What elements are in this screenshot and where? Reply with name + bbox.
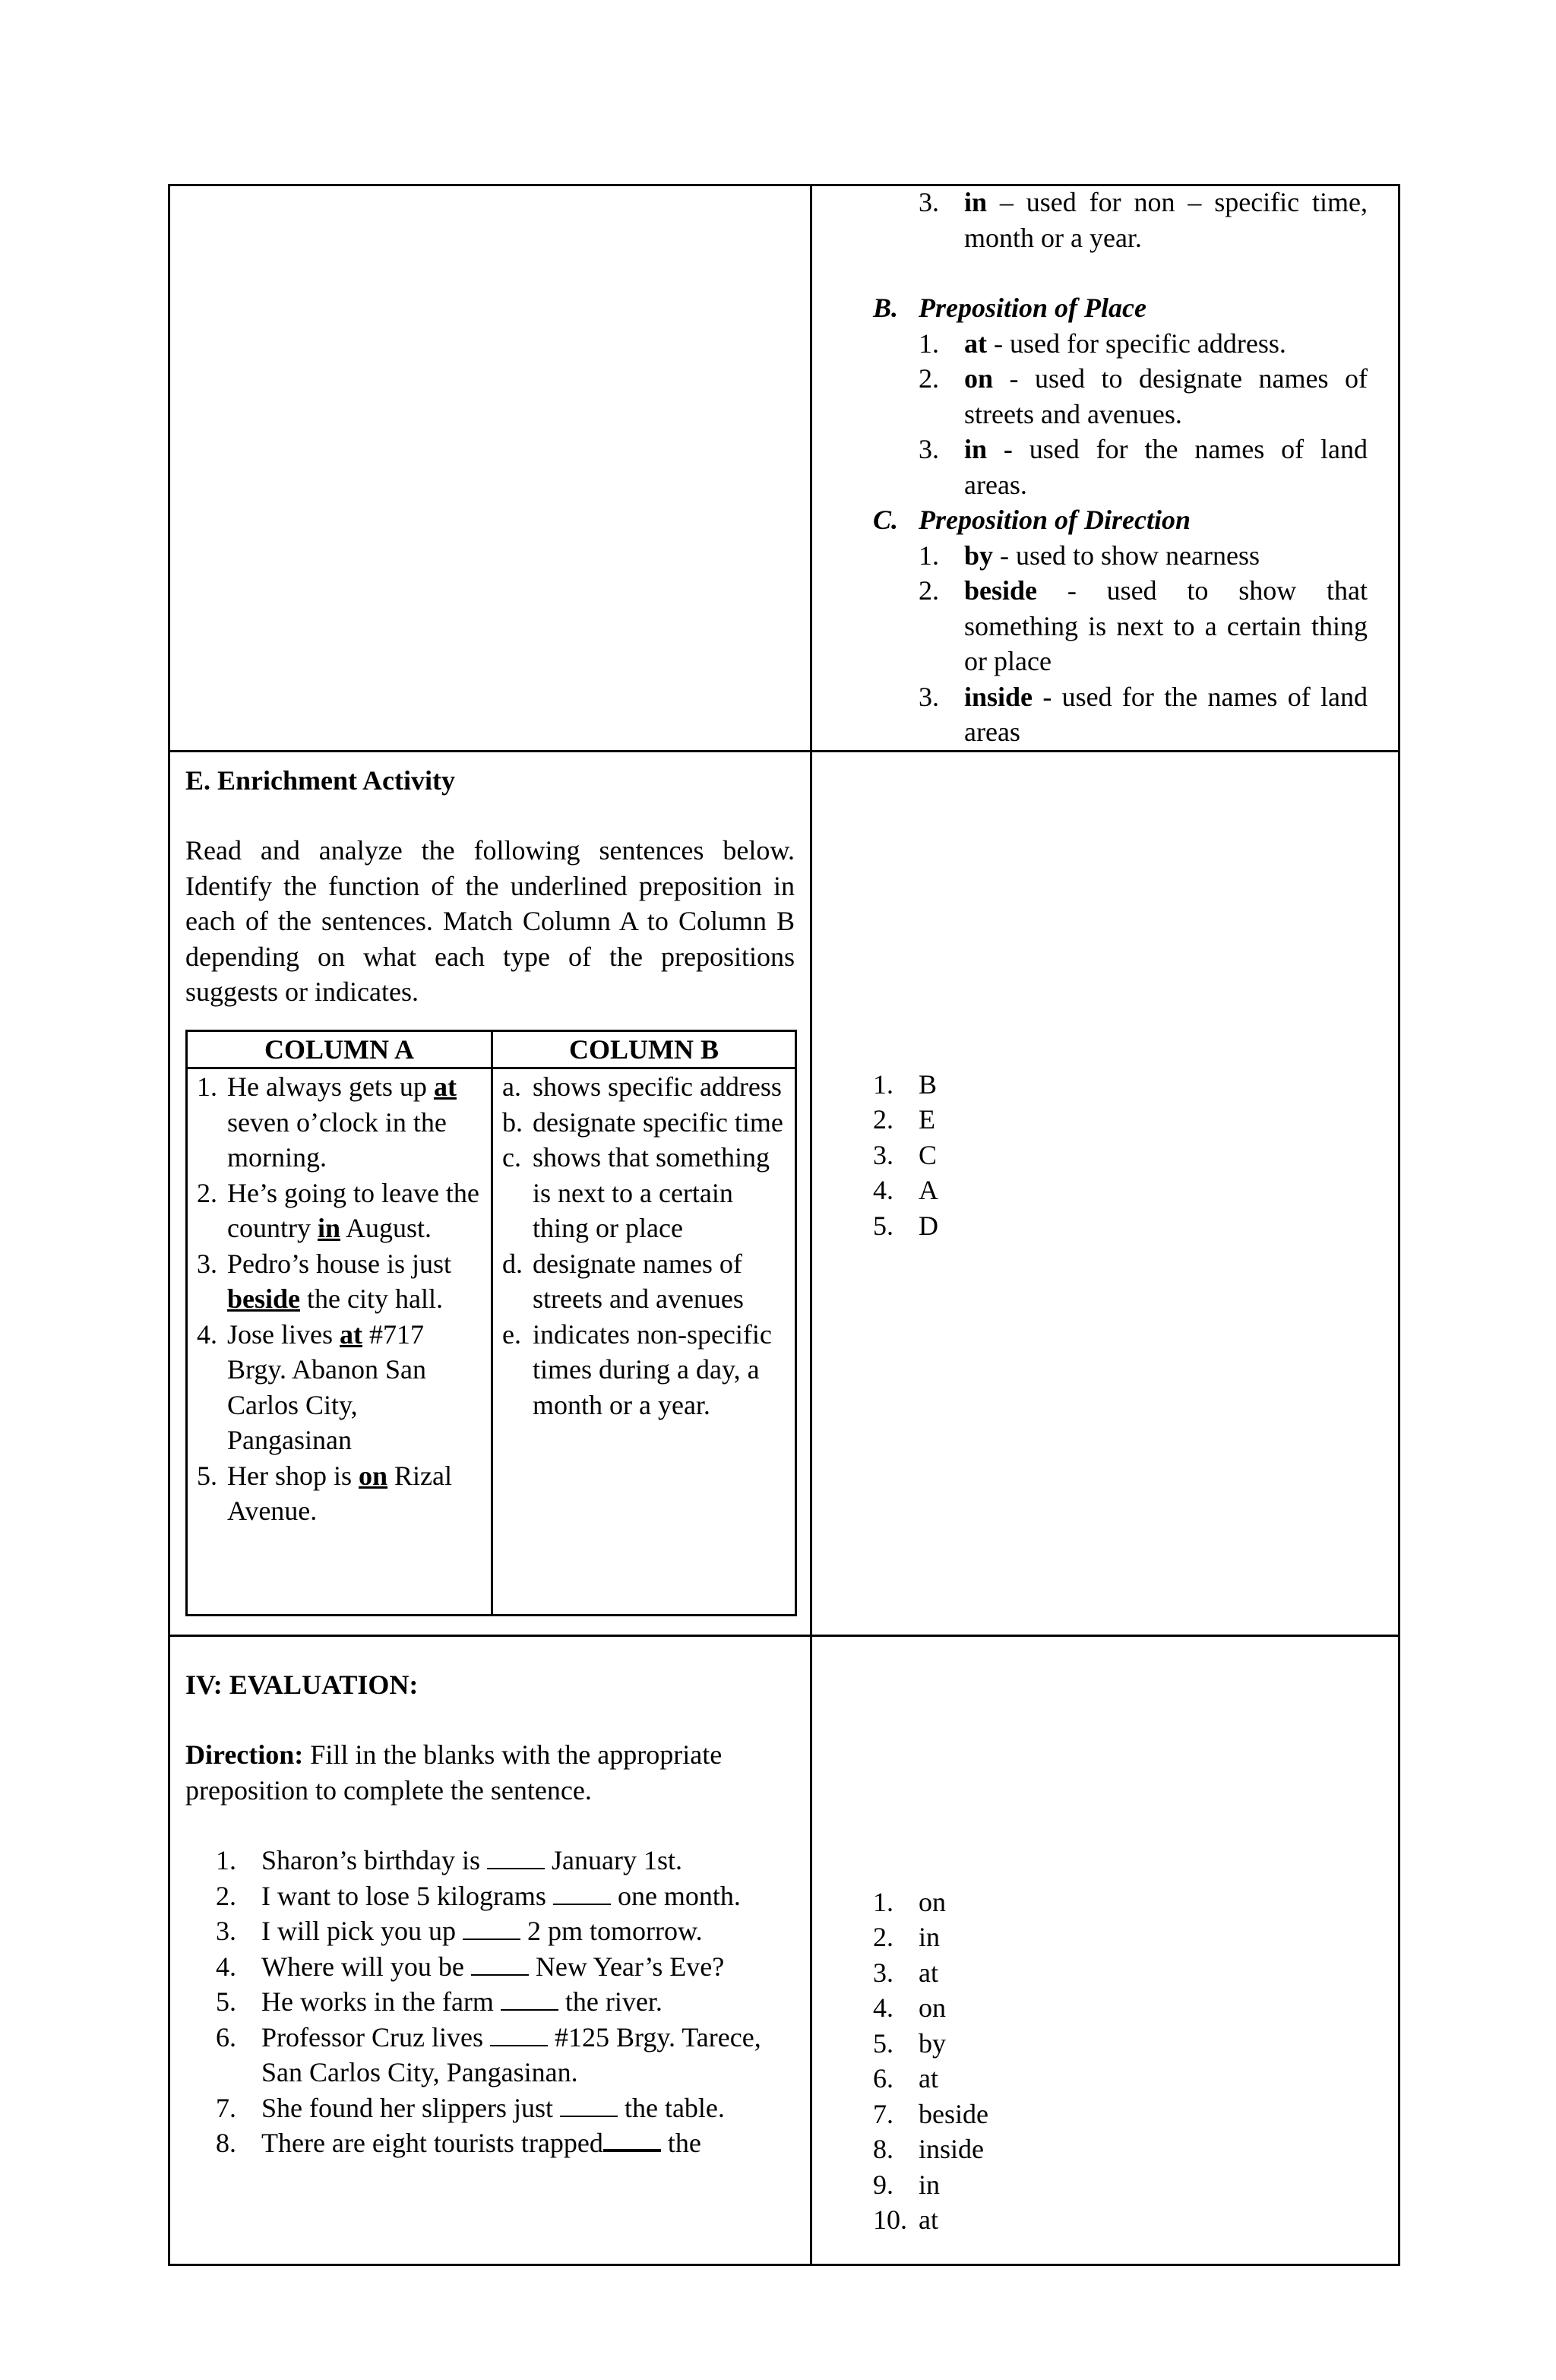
item-text: indicates non-specific times during a day, a month or a year.: [533, 1318, 772, 1420]
sentence-start: Pedro’s house is just: [227, 1248, 452, 1279]
answer-number: 5.: [873, 1210, 893, 1241]
evaluation-answer: [873, 2202, 1398, 2238]
item-definition: - used for the names of land areas: [964, 681, 1368, 747]
lesson-plan-table: [168, 184, 1400, 2266]
answer-text: on: [919, 1992, 946, 2023]
answer-text: in: [919, 1922, 941, 1952]
underlined-preposition: on: [359, 1460, 388, 1491]
answer-text: inside: [919, 2134, 984, 2164]
underlined-preposition: at: [340, 1318, 362, 1350]
enrichment-answer: [873, 1067, 1398, 1103]
item-text: [964, 538, 1368, 574]
item-text: [261, 1843, 795, 1878]
evaluation-items: [185, 1843, 795, 2161]
sentence-start: I want to lose 5 kilograms: [261, 1880, 553, 1911]
answer-number: 6.: [873, 2063, 893, 2094]
item-number: 4.: [197, 1318, 217, 1350]
answer-text: D: [919, 1210, 938, 1241]
underlined-preposition: at: [433, 1071, 457, 1102]
answer-text: A: [919, 1175, 938, 1205]
evaluation-answer: [873, 2026, 1398, 2062]
answer-text: B: [919, 1068, 938, 1100]
sentence-start: Professor Cruz lives: [261, 2021, 490, 2052]
enrichment-answer-list: [812, 1067, 1398, 1244]
evaluation-item: [216, 1843, 795, 1878]
sentence-start: Sharon’s birthday is: [261, 1845, 487, 1875]
answer-text: by: [919, 2027, 946, 2059]
column-b-item: [502, 1317, 786, 1423]
answer-number: 3.: [873, 1957, 893, 1988]
sentence-end: January 1st.: [544, 1845, 682, 1875]
time-item-3: 3. in – used for non – specific time, month or a year.: [919, 187, 1368, 253]
answer-number: 9.: [873, 2169, 893, 2200]
answer-number: 2.: [873, 1922, 893, 1952]
sentence-start: He works in the farm: [261, 1986, 501, 2017]
item-text: [261, 2090, 795, 2126]
evaluation-answer: [873, 1955, 1398, 1991]
answer-blank: [553, 1881, 611, 1905]
item-text: [227, 1069, 482, 1176]
item-text: [261, 1913, 795, 1949]
enrichment-answers-cell: [811, 751, 1399, 1635]
column-a-list: [187, 1068, 492, 1616]
column-b-header: COLUMN B: [492, 1030, 796, 1068]
item-text: [261, 2020, 795, 2090]
sentence-end: Rizal Avenue.: [227, 1460, 453, 1526]
evaluation-answers-cell: [811, 1635, 1399, 2265]
column-a-item: [197, 1069, 482, 1176]
answer-number: 3.: [873, 1139, 893, 1170]
sentence-start: He’s going to leave the country: [227, 1177, 479, 1243]
answer-number: 8.: [873, 2134, 893, 2164]
item-number: 5.: [197, 1460, 217, 1491]
sentence-end: the city hall.: [300, 1283, 443, 1314]
item-text: [964, 679, 1368, 750]
evaluation-answer: [873, 2097, 1398, 2132]
item-definition: - used to show that something is next to a certain thing or place: [964, 575, 1368, 676]
item-number: 1.: [919, 540, 939, 571]
item-letter: b.: [502, 1106, 523, 1138]
answer-text: E: [919, 1104, 935, 1135]
sentence-end: August.: [340, 1213, 432, 1243]
item-term: inside: [964, 681, 1033, 712]
item-number: 3.: [216, 1916, 236, 1946]
item-number: 3.: [919, 681, 939, 712]
prepositions-notes-cell: [811, 185, 1399, 752]
evaluation-answer-list: [812, 1885, 1398, 2238]
sentence-end: the table.: [617, 2092, 725, 2123]
column-a-item: [197, 1246, 482, 1317]
answer-blank: [463, 1916, 520, 1940]
answer-number: 7.: [873, 2098, 893, 2129]
item-number: 2.: [197, 1177, 217, 1208]
item-text: [964, 326, 1368, 362]
item-number: 2.: [919, 363, 939, 394]
item-term: in: [964, 434, 988, 464]
matching-table: [185, 1030, 797, 1617]
place-item: [919, 361, 1368, 432]
evaluation-item: [216, 2125, 795, 2161]
sentence-end: the: [660, 2128, 701, 2158]
answer-number: 1.: [873, 1068, 893, 1100]
answer-text: at: [919, 2063, 938, 2094]
sentence-start: Where will you be: [261, 1951, 471, 1982]
item-letter: c.: [502, 1142, 521, 1173]
answer-text: beside: [919, 2098, 988, 2129]
answer-blank: [487, 1845, 545, 1869]
enrichment-answer: [873, 1138, 1398, 1173]
item-number: 7.: [216, 2092, 236, 2123]
item-text: shows specific address: [533, 1071, 782, 1102]
evaluation-item: [216, 1878, 795, 1914]
sentence-end: 2 pm tomorrow.: [520, 1916, 703, 1946]
evaluation-item: [216, 2090, 795, 2126]
column-a-item: [197, 1458, 482, 1529]
place-list: [873, 326, 1368, 503]
sentence-end: #717 Brgy. Abanon San Carlos City, Pangasinan: [227, 1318, 427, 1455]
answer-text: C: [919, 1139, 938, 1170]
evaluation-item: [216, 1913, 795, 1949]
answer-number: 1.: [873, 1886, 893, 1917]
item-number: 2.: [216, 1880, 236, 1911]
answer-blank: [603, 2126, 661, 2152]
item-number: 3.: [197, 1248, 217, 1279]
evaluation-answer: [873, 2132, 1398, 2167]
sentence-end: one month.: [610, 1880, 741, 1911]
item-text: [227, 1458, 482, 1529]
item-definition: - used for specific address.: [987, 328, 1286, 359]
column-b-item: [502, 1246, 786, 1317]
enrichment-cell: [169, 751, 811, 1635]
sentence-end: #125 Brgy. Tarece, San Carlos City, Pangasinan.: [261, 2021, 761, 2087]
item-number: 1.: [197, 1071, 217, 1102]
evaluation-item: [216, 1984, 795, 2020]
evaluation-answer: [873, 2061, 1398, 2097]
item-term: at: [964, 328, 987, 359]
answer-text: on: [919, 1886, 946, 1917]
direction-heading: C. Preposition of Direction: [873, 505, 1191, 535]
sentence-start: There are eight tourists trapped: [261, 2128, 603, 2158]
enrichment-answer: [873, 1102, 1398, 1138]
prepositions-row: [169, 185, 1399, 752]
item-text: [261, 1949, 795, 1985]
direction-item: [919, 573, 1368, 679]
answer-number: 10.: [873, 2204, 907, 2235]
sentence-start: She found her slippers just: [261, 2092, 560, 2123]
item-letter: a.: [502, 1071, 521, 1102]
underlined-preposition: in: [317, 1213, 340, 1243]
item-text: designate specific time: [533, 1106, 783, 1138]
evaluation-row: [169, 1635, 1399, 2265]
item-definition: - used to show nearness: [993, 540, 1260, 571]
item-term: on: [964, 363, 994, 394]
item-text: [261, 2125, 795, 2161]
item-number: 2.: [919, 575, 939, 606]
evaluation-answer: [873, 1990, 1398, 2026]
item-number: 5.: [216, 1986, 236, 2017]
item-term: beside: [964, 575, 1038, 606]
item-number: 8.: [216, 2128, 236, 2158]
sentence-end: the river.: [558, 1986, 663, 2017]
answer-text: at: [919, 2204, 938, 2235]
evaluation-answer: [873, 2167, 1398, 2203]
place-heading: B. Preposition of Place: [873, 293, 1146, 323]
evaluation-item: [216, 1949, 795, 1985]
sentence-start: I will pick you up: [261, 1916, 463, 1946]
sentence-end: New Year’s Eve?: [528, 1951, 725, 1982]
direction-item: [919, 538, 1368, 574]
enrichment-instructions: Read and analyze the following sentences below. Identify the function of the underlined preposition in each of the sentences. Match Column A to Column B depending on what each type of the prepositions suggests or indicates.: [185, 835, 795, 1007]
evaluation-item: [216, 2020, 795, 2090]
place-item: [919, 432, 1368, 502]
answer-blank: [490, 2022, 548, 2046]
item-definition: - used for the names of land areas.: [964, 434, 1368, 500]
answer-number: 4.: [873, 1175, 893, 1205]
sentence-start: Jose lives: [227, 1318, 340, 1350]
column-a-item: [197, 1317, 482, 1458]
item-text: [227, 1176, 482, 1246]
item-letter: d.: [502, 1248, 523, 1279]
column-b-list: [492, 1068, 796, 1616]
evaluation-cell: [169, 1635, 811, 2265]
enrichment-row: [169, 751, 1399, 1635]
answer-blank: [471, 1951, 529, 1976]
direction-item: [919, 679, 1368, 750]
item-text: designate names of streets and avenues: [533, 1248, 744, 1314]
enrichment-title: E. Enrichment Activity: [185, 764, 455, 796]
answer-number: 5.: [873, 2027, 893, 2059]
item-number: 1.: [919, 328, 939, 359]
sentence-start: Her shop is: [227, 1460, 359, 1491]
sentence-end: seven o’clock in the morning.: [227, 1106, 447, 1173]
item-text: shows that something is next to a certain thing or place: [533, 1142, 770, 1243]
column-b-item: [502, 1140, 786, 1246]
item-text: [964, 573, 1368, 679]
item-number: 3.: [919, 434, 939, 464]
underlined-preposition: beside: [227, 1283, 301, 1314]
item-definition: - used to designate names of streets and avenues.: [964, 363, 1368, 429]
item-number: 6.: [216, 2021, 236, 2052]
answer-blank: [560, 2093, 618, 2117]
answer-blank: [501, 1986, 558, 2011]
item-text: [227, 1317, 482, 1458]
answer-number: 4.: [873, 1992, 893, 2023]
answer-text: at: [919, 1957, 938, 1988]
item-text: [964, 432, 1368, 502]
place-item: [919, 326, 1368, 362]
answer-number: 2.: [873, 1104, 893, 1135]
enrichment-answer: [873, 1173, 1398, 1208]
answer-text: in: [919, 2169, 941, 2200]
enrichment-answer: [873, 1208, 1398, 1244]
sentence-start: He always gets up: [227, 1071, 434, 1102]
evaluation-answer: [873, 1885, 1398, 1920]
column-b-item: [502, 1105, 786, 1141]
item-letter: e.: [502, 1318, 521, 1350]
evaluation-title: IV: EVALUATION:: [185, 1669, 419, 1700]
item-number: 4.: [216, 1951, 236, 1982]
item-text: [227, 1246, 482, 1317]
item-text: [964, 361, 1368, 432]
column-b-item: [502, 1069, 786, 1105]
column-a-header: COLUMN A: [187, 1030, 492, 1068]
item-number: 1.: [216, 1845, 236, 1875]
empty-left-cell: [169, 185, 811, 752]
evaluation-direction: Direction: Fill in the blanks with the appropriate preposition to complete the sentence.: [185, 1739, 723, 1806]
evaluation-answer: [873, 1920, 1398, 1955]
item-text: [261, 1984, 795, 2020]
item-text: [261, 1878, 795, 1914]
direction-list: [873, 538, 1368, 750]
column-a-item: [197, 1176, 482, 1246]
item-term: by: [964, 540, 994, 571]
